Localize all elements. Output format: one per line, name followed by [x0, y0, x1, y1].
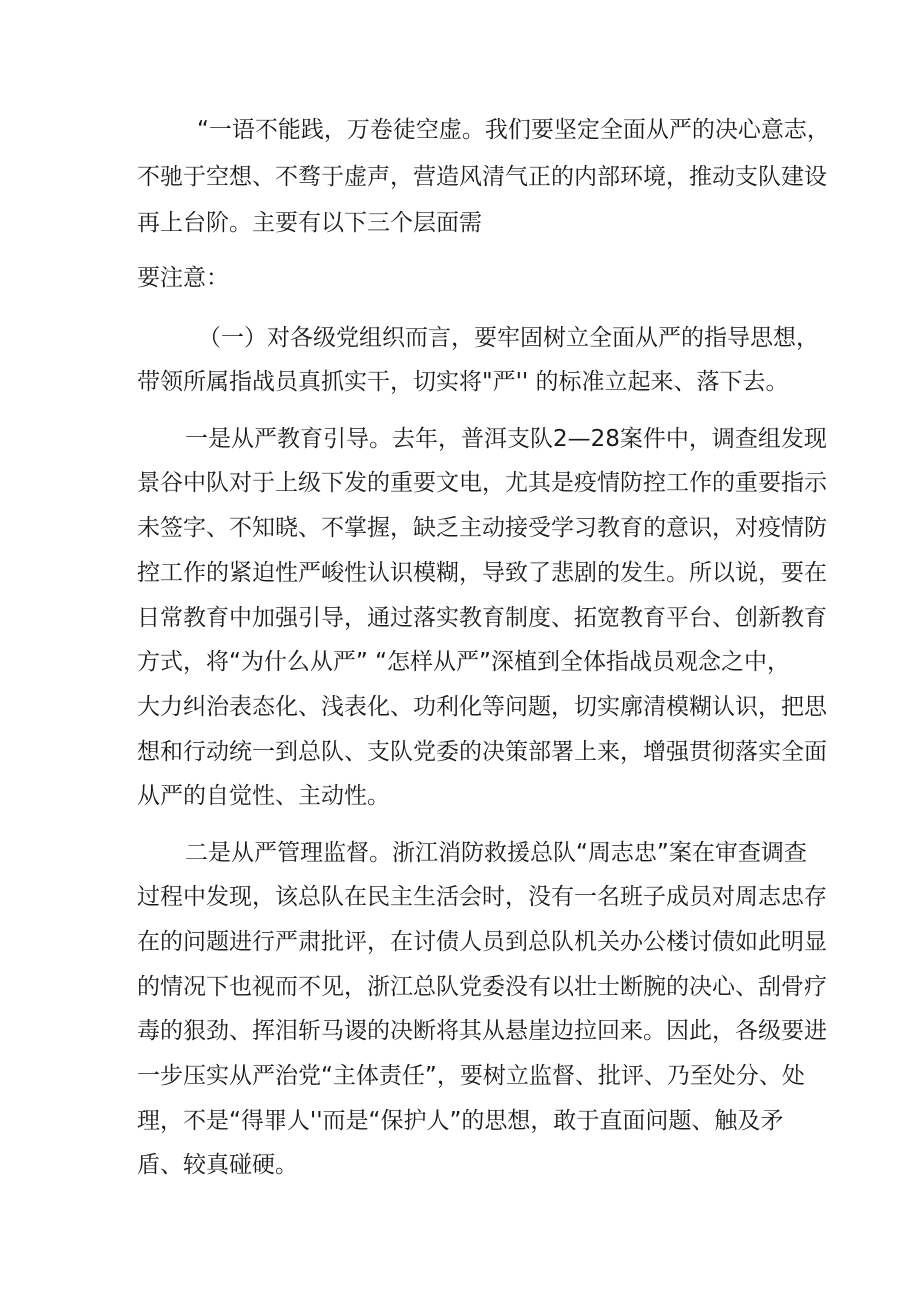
paragraph-5-line-4: 的情况下也视而不见，浙江总队党委没有以壮士断腕的决心、刮骨疗 [137, 974, 827, 1000]
paragraph-5-line-6: 一步压实从严治党“主体责任”，要树立监督、批评、乃至处分、处 [137, 1063, 805, 1089]
paragraph-1-line-1: “一语不能践，万卷徒空虚。我们要坚定全面从严的决心意志， [197, 117, 830, 143]
paragraph-2-line-1: 要注意： [137, 265, 229, 291]
paragraph-1-line-2: 不驰于空想、不骛于虚声，营造风清气正的内部环境，推动支队建设 [137, 164, 827, 190]
paragraph-5-line-1: 二是从严管理监督。浙江消防救援总队“周志忠”案在审查调查 [185, 840, 807, 866]
paragraph-4-line-4: 控工作的紧迫性严峻性认识模糊，导致了悲剧的发生。所以说，要在 [137, 560, 827, 586]
paragraph-5-line-3: 在的问题进行严肃批评，在讨债人员到总队机关办公楼讨债如此明显 [137, 929, 827, 955]
paragraph-5-line-2: 过程中发现，该总队在民主生活会时，没有一名班子成员对周志忠存 [137, 884, 827, 910]
paragraph-1-line-3: 再上台阶。主要有以下三个层面需 [137, 210, 482, 236]
paragraph-4-line-2: 景谷中队对于上级下发的重要文电，尤其是疫情防控工作的重要指示 [137, 470, 827, 496]
paragraph-4-line-3: 未签字、不知晓、不掌握，缺乏主动接受学习教育的意识，对疫情防 [137, 515, 827, 541]
paragraph-3-line-1: （一）对各级党组织而言，要牢固树立全面从严的指导思想， [198, 325, 819, 351]
paragraph-3-line-2: 带领所属指战员真抓实干，切实将"严'' 的标准立起来、落下去。 [137, 369, 789, 395]
paragraph-4-line-9: 从严的自觉性、主动性。 [137, 783, 390, 809]
paragraph-4-line-7: 大力纠治表态化、浅表化、功利化等问题，切实廓清模糊认识，把思 [137, 694, 827, 720]
paragraph-4-line-1: 一是从严教育引导。去年，普洱支队2—28案件中，调查组发现 [185, 426, 827, 452]
paragraph-4-line-5: 日常教育中加强引导，通过落实教育制度、拓宽教育平台、创新教育 [137, 605, 827, 631]
paragraph-5-line-7: 理，不是“得罪人''而是“保护人”的思想，敢于直面问题、触及矛 [137, 1108, 784, 1134]
paragraph-5-line-8: 盾、较真碰硬。 [137, 1152, 298, 1178]
paragraph-4-line-8: 想和行动统一到总队、支队党委的决策部署上来，增强贯彻落实全面 [137, 739, 827, 765]
paragraph-5-line-5: 毒的狠劲、挥泪斩马谡的决断将其从悬崖边拉回来。因此，各级要进 [137, 1018, 827, 1044]
paragraph-4-line-6: 方式，将“为什么从严” “怎样从严”深植到全体指战员观念之中， [137, 649, 790, 675]
